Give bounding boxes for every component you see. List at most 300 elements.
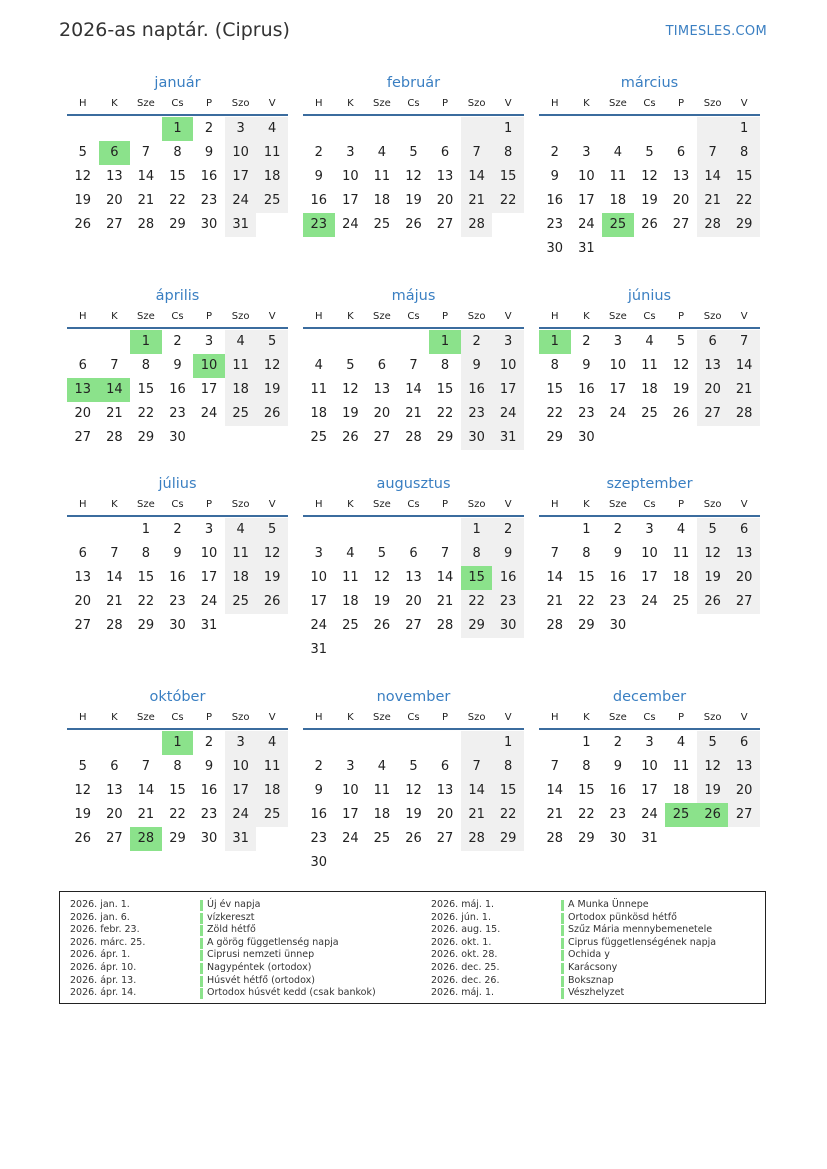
- day-cell[interactable]: 31: [310, 642, 328, 657]
- day-cell[interactable]: 18: [342, 594, 359, 609]
- day-cell[interactable]: 27: [74, 618, 92, 633]
- day-cell[interactable]: 23: [609, 594, 627, 609]
- day-cell[interactable]: 21: [405, 406, 422, 421]
- day-cell[interactable]: 24: [641, 807, 658, 822]
- day-cell[interactable]: 24: [225, 803, 257, 827]
- day-cell[interactable]: 4: [645, 334, 654, 349]
- day-cell[interactable]: 18: [310, 406, 328, 421]
- day-cell[interactable]: 12: [405, 169, 422, 184]
- day-cell[interactable]: 4: [377, 759, 387, 774]
- day-cell[interactable]: 21: [461, 803, 493, 827]
- day-cell[interactable]: 29: [578, 831, 595, 846]
- day-cell[interactable]: 3: [645, 522, 654, 537]
- holiday-day-cell[interactable]: 26: [697, 803, 729, 827]
- day-cell[interactable]: 28: [436, 618, 454, 633]
- day-cell[interactable]: 23: [492, 590, 524, 614]
- day-cell[interactable]: 11: [310, 382, 328, 397]
- day-cell[interactable]: 14: [461, 165, 493, 189]
- day-cell[interactable]: 13: [436, 783, 454, 798]
- day-cell[interactable]: 11: [373, 783, 391, 798]
- day-cell[interactable]: 15: [169, 783, 186, 798]
- day-cell[interactable]: 26: [373, 618, 391, 633]
- day-cell[interactable]: 28: [405, 430, 422, 445]
- day-cell[interactable]: 29: [436, 430, 454, 445]
- day-cell[interactable]: 29: [492, 827, 524, 851]
- day-cell[interactable]: 20: [672, 193, 690, 208]
- day-cell[interactable]: 26: [672, 406, 690, 421]
- day-cell[interactable]: 2: [461, 330, 493, 354]
- day-cell[interactable]: 4: [256, 731, 288, 755]
- day-cell[interactable]: 6: [676, 145, 686, 160]
- day-cell[interactable]: 28: [106, 618, 123, 633]
- holiday-day-cell[interactable]: 10: [193, 354, 225, 378]
- day-cell[interactable]: 23: [609, 807, 627, 822]
- day-cell[interactable]: 12: [672, 358, 690, 373]
- day-cell[interactable]: 27: [436, 217, 454, 232]
- day-cell[interactable]: 9: [582, 358, 591, 373]
- day-cell[interactable]: 24: [342, 831, 359, 846]
- day-cell[interactable]: 15: [492, 165, 524, 189]
- day-cell[interactable]: 11: [609, 169, 627, 184]
- day-cell[interactable]: 30: [310, 855, 328, 870]
- day-cell[interactable]: 20: [106, 807, 123, 822]
- day-cell[interactable]: 11: [256, 755, 288, 779]
- holiday-day-cell[interactable]: 15: [461, 566, 493, 590]
- day-cell[interactable]: 24: [200, 594, 218, 609]
- day-cell[interactable]: 6: [697, 330, 729, 354]
- day-cell[interactable]: 6: [110, 759, 119, 774]
- day-cell[interactable]: 2: [204, 735, 214, 750]
- day-cell[interactable]: 29: [137, 430, 155, 445]
- day-cell[interactable]: 6: [78, 546, 87, 561]
- day-cell[interactable]: 24: [492, 402, 524, 426]
- day-cell[interactable]: 30: [546, 241, 564, 256]
- day-cell[interactable]: 14: [405, 382, 422, 397]
- day-cell[interactable]: 16: [200, 783, 218, 798]
- day-cell[interactable]: 16: [310, 807, 328, 822]
- day-cell[interactable]: 3: [225, 731, 257, 755]
- day-cell[interactable]: 19: [405, 807, 422, 822]
- day-cell[interactable]: 10: [641, 759, 658, 774]
- day-cell[interactable]: 10: [578, 169, 595, 184]
- day-cell[interactable]: 14: [546, 783, 564, 798]
- day-cell[interactable]: 27: [728, 803, 760, 827]
- day-cell[interactable]: 7: [461, 755, 493, 779]
- day-cell[interactable]: 14: [106, 570, 123, 585]
- day-cell[interactable]: 5: [409, 145, 418, 160]
- day-cell[interactable]: 20: [728, 779, 760, 803]
- day-cell[interactable]: 10: [492, 354, 524, 378]
- day-cell[interactable]: 19: [256, 566, 288, 590]
- day-cell[interactable]: 11: [672, 546, 690, 561]
- day-cell[interactable]: 17: [342, 193, 359, 208]
- day-cell[interactable]: 30: [200, 217, 218, 232]
- day-cell[interactable]: 3: [645, 735, 654, 750]
- day-cell[interactable]: 18: [609, 193, 627, 208]
- day-cell[interactable]: 9: [314, 783, 323, 798]
- day-cell[interactable]: 28: [461, 827, 493, 851]
- day-cell[interactable]: 11: [342, 570, 359, 585]
- day-cell[interactable]: 4: [314, 358, 323, 373]
- day-cell[interactable]: 20: [106, 193, 123, 208]
- day-cell[interactable]: 2: [314, 759, 323, 774]
- day-cell[interactable]: 22: [546, 406, 564, 421]
- day-cell[interactable]: 30: [461, 426, 493, 450]
- day-cell[interactable]: 19: [641, 193, 658, 208]
- day-cell[interactable]: 30: [609, 831, 627, 846]
- day-cell[interactable]: 8: [492, 141, 524, 165]
- day-cell[interactable]: 26: [405, 217, 422, 232]
- day-cell[interactable]: 5: [697, 731, 729, 755]
- day-cell[interactable]: 5: [346, 358, 355, 373]
- day-cell[interactable]: 8: [582, 546, 591, 561]
- holiday-day-cell[interactable]: 6: [99, 141, 131, 165]
- day-cell[interactable]: 4: [676, 735, 686, 750]
- day-cell[interactable]: 22: [461, 590, 493, 614]
- day-cell[interactable]: 3: [225, 117, 257, 141]
- day-cell[interactable]: 3: [582, 145, 591, 160]
- day-cell[interactable]: 20: [728, 566, 760, 590]
- day-cell[interactable]: 29: [546, 430, 564, 445]
- day-cell[interactable]: 17: [641, 570, 658, 585]
- day-cell[interactable]: 23: [461, 402, 493, 426]
- day-cell[interactable]: 19: [672, 382, 690, 397]
- day-cell[interactable]: 21: [461, 189, 493, 213]
- day-cell[interactable]: 21: [137, 193, 155, 208]
- day-cell[interactable]: 18: [256, 165, 288, 189]
- day-cell[interactable]: 19: [342, 406, 359, 421]
- day-cell[interactable]: 24: [342, 217, 359, 232]
- day-cell[interactable]: 9: [613, 759, 623, 774]
- day-cell[interactable]: 2: [550, 145, 559, 160]
- day-cell[interactable]: 16: [169, 570, 186, 585]
- day-cell[interactable]: 28: [546, 618, 564, 633]
- day-cell[interactable]: 15: [578, 783, 595, 798]
- day-cell[interactable]: 25: [373, 217, 391, 232]
- day-cell[interactable]: 7: [110, 546, 119, 561]
- day-cell[interactable]: 26: [74, 831, 92, 846]
- day-cell[interactable]: 2: [492, 518, 524, 542]
- day-cell[interactable]: 13: [697, 354, 729, 378]
- day-cell[interactable]: 27: [405, 618, 422, 633]
- holiday-day-cell[interactable]: 1: [162, 731, 194, 755]
- day-cell[interactable]: 31: [578, 241, 595, 256]
- day-cell[interactable]: 9: [314, 169, 323, 184]
- day-cell[interactable]: 3: [613, 334, 623, 349]
- day-cell[interactable]: 28: [106, 430, 123, 445]
- day-cell[interactable]: 4: [613, 145, 623, 160]
- day-cell[interactable]: 22: [169, 807, 186, 822]
- day-cell[interactable]: 13: [728, 542, 760, 566]
- day-cell[interactable]: 17: [578, 193, 595, 208]
- day-cell[interactable]: 29: [169, 217, 186, 232]
- day-cell[interactable]: 28: [137, 217, 155, 232]
- day-cell[interactable]: 21: [106, 594, 123, 609]
- day-cell[interactable]: 24: [609, 406, 627, 421]
- day-cell[interactable]: 7: [550, 759, 559, 774]
- day-cell[interactable]: 1: [461, 518, 493, 542]
- day-cell[interactable]: 12: [641, 169, 658, 184]
- day-cell[interactable]: 7: [440, 546, 450, 561]
- day-cell[interactable]: 3: [346, 759, 355, 774]
- day-cell[interactable]: 21: [436, 594, 454, 609]
- day-cell[interactable]: 21: [546, 807, 564, 822]
- day-cell[interactable]: 17: [225, 779, 257, 803]
- day-cell[interactable]: 25: [310, 430, 328, 445]
- day-cell[interactable]: 8: [173, 759, 182, 774]
- day-cell[interactable]: 22: [169, 193, 186, 208]
- day-cell[interactable]: 14: [137, 169, 155, 184]
- day-cell[interactable]: 30: [492, 614, 524, 638]
- day-cell[interactable]: 16: [169, 382, 186, 397]
- day-cell[interactable]: 13: [405, 570, 422, 585]
- day-cell[interactable]: 23: [200, 193, 218, 208]
- day-cell[interactable]: 21: [697, 189, 729, 213]
- day-cell[interactable]: 15: [137, 382, 155, 397]
- day-cell[interactable]: 30: [169, 618, 186, 633]
- day-cell[interactable]: 20: [436, 807, 454, 822]
- day-cell[interactable]: 28: [546, 831, 564, 846]
- day-cell[interactable]: 20: [405, 594, 422, 609]
- day-cell[interactable]: 8: [461, 542, 493, 566]
- day-cell[interactable]: 7: [409, 358, 418, 373]
- day-cell[interactable]: 15: [492, 779, 524, 803]
- holiday-day-cell[interactable]: 13: [67, 378, 99, 402]
- day-cell[interactable]: 5: [256, 518, 288, 542]
- day-cell[interactable]: 2: [582, 334, 591, 349]
- day-cell[interactable]: 11: [256, 141, 288, 165]
- day-cell[interactable]: 27: [436, 831, 454, 846]
- day-cell[interactable]: 22: [436, 406, 454, 421]
- day-cell[interactable]: 8: [492, 755, 524, 779]
- day-cell[interactable]: 10: [342, 783, 359, 798]
- day-cell[interactable]: 19: [405, 193, 422, 208]
- day-cell[interactable]: 9: [204, 759, 214, 774]
- day-cell[interactable]: 9: [613, 546, 623, 561]
- day-cell[interactable]: 10: [225, 755, 257, 779]
- day-cell[interactable]: 2: [314, 145, 323, 160]
- day-cell[interactable]: 13: [672, 169, 690, 184]
- day-cell[interactable]: 13: [373, 382, 391, 397]
- day-cell[interactable]: 9: [173, 358, 182, 373]
- holiday-day-cell[interactable]: 25: [602, 213, 634, 237]
- day-cell[interactable]: 1: [728, 117, 760, 141]
- day-cell[interactable]: 11: [225, 354, 257, 378]
- day-cell[interactable]: 22: [137, 594, 155, 609]
- day-cell[interactable]: 12: [373, 570, 391, 585]
- day-cell[interactable]: 25: [225, 402, 257, 426]
- day-cell[interactable]: 10: [641, 546, 658, 561]
- day-cell[interactable]: 9: [204, 145, 214, 160]
- day-cell[interactable]: 6: [728, 731, 760, 755]
- day-cell[interactable]: 6: [377, 358, 387, 373]
- day-cell[interactable]: 11: [672, 759, 690, 774]
- day-cell[interactable]: 1: [492, 117, 524, 141]
- day-cell[interactable]: 18: [225, 378, 257, 402]
- day-cell[interactable]: 16: [461, 378, 493, 402]
- holiday-day-cell[interactable]: 23: [303, 213, 335, 237]
- day-cell[interactable]: 11: [225, 542, 257, 566]
- day-cell[interactable]: 19: [74, 193, 92, 208]
- day-cell[interactable]: 18: [641, 382, 658, 397]
- day-cell[interactable]: 14: [697, 165, 729, 189]
- day-cell[interactable]: 24: [641, 594, 658, 609]
- day-cell[interactable]: 1: [141, 522, 151, 537]
- day-cell[interactable]: 10: [609, 358, 627, 373]
- day-cell[interactable]: 16: [609, 570, 627, 585]
- day-cell[interactable]: 7: [461, 141, 493, 165]
- holiday-day-cell[interactable]: 1: [162, 117, 194, 141]
- day-cell[interactable]: 25: [672, 594, 690, 609]
- day-cell[interactable]: 2: [173, 334, 182, 349]
- day-cell[interactable]: 19: [74, 807, 92, 822]
- day-cell[interactable]: 25: [641, 406, 658, 421]
- day-cell[interactable]: 24: [310, 618, 328, 633]
- day-cell[interactable]: 4: [256, 117, 288, 141]
- day-cell[interactable]: 5: [645, 145, 654, 160]
- day-cell[interactable]: 31: [200, 618, 218, 633]
- day-cell[interactable]: 20: [697, 378, 729, 402]
- day-cell[interactable]: 27: [728, 590, 760, 614]
- day-cell[interactable]: 7: [141, 145, 151, 160]
- day-cell[interactable]: 29: [137, 618, 155, 633]
- day-cell[interactable]: 22: [578, 807, 595, 822]
- day-cell[interactable]: 5: [697, 518, 729, 542]
- day-cell[interactable]: 13: [106, 783, 123, 798]
- day-cell[interactable]: 6: [728, 518, 760, 542]
- day-cell[interactable]: 26: [641, 217, 658, 232]
- day-cell[interactable]: 1: [492, 731, 524, 755]
- day-cell[interactable]: 13: [728, 755, 760, 779]
- day-cell[interactable]: 9: [550, 169, 559, 184]
- day-cell[interactable]: 26: [256, 590, 288, 614]
- day-cell[interactable]: 26: [256, 402, 288, 426]
- day-cell[interactable]: 2: [173, 522, 182, 537]
- day-cell[interactable]: 8: [141, 358, 151, 373]
- holiday-day-cell[interactable]: 1: [539, 330, 571, 354]
- day-cell[interactable]: 29: [169, 831, 186, 846]
- day-cell[interactable]: 23: [310, 831, 328, 846]
- day-cell[interactable]: 25: [373, 831, 391, 846]
- day-cell[interactable]: 12: [74, 783, 92, 798]
- day-cell[interactable]: 21: [728, 378, 760, 402]
- day-cell[interactable]: 12: [256, 542, 288, 566]
- day-cell[interactable]: 21: [106, 406, 123, 421]
- day-cell[interactable]: 26: [697, 590, 729, 614]
- holiday-day-cell[interactable]: 1: [130, 330, 162, 354]
- day-cell[interactable]: 3: [314, 546, 323, 561]
- day-cell[interactable]: 16: [546, 193, 564, 208]
- day-cell[interactable]: 3: [346, 145, 355, 160]
- day-cell[interactable]: 25: [256, 803, 288, 827]
- day-cell[interactable]: 31: [492, 426, 524, 450]
- day-cell[interactable]: 3: [204, 334, 214, 349]
- day-cell[interactable]: 18: [225, 566, 257, 590]
- day-cell[interactable]: 20: [74, 406, 92, 421]
- day-cell[interactable]: 16: [492, 566, 524, 590]
- day-cell[interactable]: 9: [492, 542, 524, 566]
- day-cell[interactable]: 24: [578, 217, 595, 232]
- day-cell[interactable]: 19: [697, 566, 729, 590]
- day-cell[interactable]: 22: [492, 189, 524, 213]
- day-cell[interactable]: 19: [256, 378, 288, 402]
- day-cell[interactable]: 15: [137, 570, 155, 585]
- site-link[interactable]: TIMESLES.COM: [665, 24, 767, 39]
- day-cell[interactable]: 2: [613, 522, 623, 537]
- day-cell[interactable]: 12: [697, 542, 729, 566]
- day-cell[interactable]: 20: [373, 406, 391, 421]
- day-cell[interactable]: 15: [169, 169, 186, 184]
- day-cell[interactable]: 18: [373, 807, 391, 822]
- day-cell[interactable]: 25: [225, 590, 257, 614]
- day-cell[interactable]: 13: [436, 169, 454, 184]
- day-cell[interactable]: 17: [641, 783, 658, 798]
- day-cell[interactable]: 6: [409, 546, 418, 561]
- day-cell[interactable]: 23: [169, 406, 186, 421]
- day-cell[interactable]: 15: [578, 570, 595, 585]
- holiday-day-cell[interactable]: 28: [130, 827, 162, 851]
- day-cell[interactable]: 17: [200, 382, 218, 397]
- day-cell[interactable]: 16: [200, 169, 218, 184]
- day-cell[interactable]: 8: [728, 141, 760, 165]
- day-cell[interactable]: 16: [578, 382, 595, 397]
- day-cell[interactable]: 4: [676, 522, 686, 537]
- day-cell[interactable]: 15: [436, 382, 454, 397]
- day-cell[interactable]: 10: [225, 141, 257, 165]
- day-cell[interactable]: 6: [440, 145, 450, 160]
- day-cell[interactable]: 6: [78, 358, 87, 373]
- day-cell[interactable]: 5: [78, 145, 87, 160]
- day-cell[interactable]: 23: [200, 807, 218, 822]
- day-cell[interactable]: 2: [204, 121, 214, 136]
- day-cell[interactable]: 25: [342, 618, 359, 633]
- day-cell[interactable]: 1: [582, 522, 591, 537]
- day-cell[interactable]: 28: [697, 213, 729, 237]
- day-cell[interactable]: 29: [578, 618, 595, 633]
- day-cell[interactable]: 25: [256, 189, 288, 213]
- holiday-day-cell[interactable]: 25: [665, 803, 697, 827]
- day-cell[interactable]: 18: [672, 783, 690, 798]
- day-cell[interactable]: 30: [200, 831, 218, 846]
- day-cell[interactable]: 19: [697, 779, 729, 803]
- day-cell[interactable]: 14: [461, 779, 493, 803]
- day-cell[interactable]: 23: [169, 594, 186, 609]
- day-cell[interactable]: 18: [373, 193, 391, 208]
- day-cell[interactable]: 9: [461, 354, 493, 378]
- day-cell[interactable]: 31: [225, 213, 257, 237]
- day-cell[interactable]: 12: [256, 354, 288, 378]
- day-cell[interactable]: 27: [106, 831, 123, 846]
- day-cell[interactable]: 26: [74, 217, 92, 232]
- day-cell[interactable]: 26: [405, 831, 422, 846]
- day-cell[interactable]: 20: [74, 594, 92, 609]
- day-cell[interactable]: 24: [200, 406, 218, 421]
- day-cell[interactable]: 9: [173, 546, 182, 561]
- day-cell[interactable]: 8: [550, 358, 559, 373]
- day-cell[interactable]: 14: [436, 570, 454, 585]
- day-cell[interactable]: 17: [342, 807, 359, 822]
- day-cell[interactable]: 5: [377, 546, 387, 561]
- day-cell[interactable]: 13: [106, 169, 123, 184]
- day-cell[interactable]: 30: [169, 430, 186, 445]
- day-cell[interactable]: 16: [310, 193, 328, 208]
- holiday-day-cell[interactable]: 14: [99, 378, 131, 402]
- day-cell[interactable]: 31: [641, 831, 658, 846]
- day-cell[interactable]: 20: [436, 193, 454, 208]
- day-cell[interactable]: 10: [342, 169, 359, 184]
- day-cell[interactable]: 19: [373, 594, 391, 609]
- day-cell[interactable]: 3: [492, 330, 524, 354]
